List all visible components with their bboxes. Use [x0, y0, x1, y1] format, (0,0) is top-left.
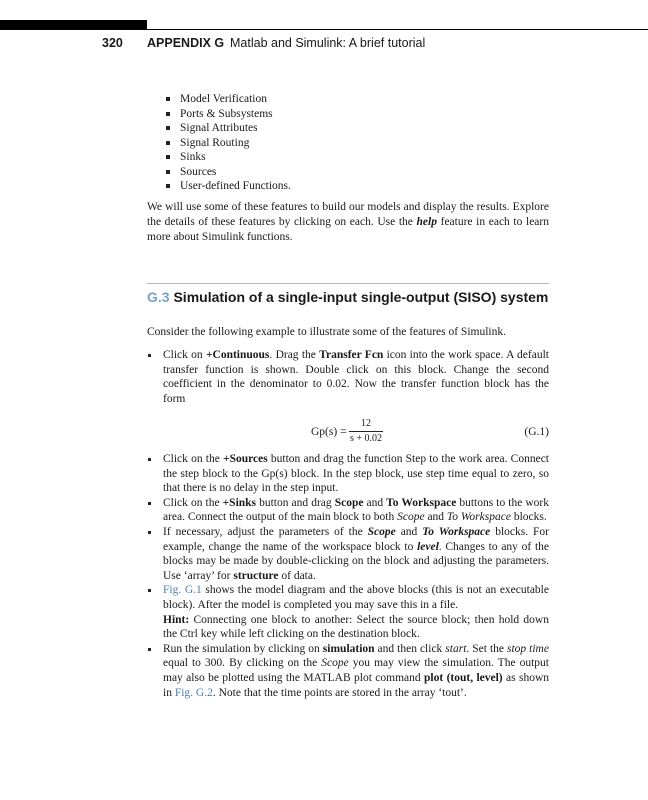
text-run: Click on the: [163, 453, 224, 465]
equation-lhs: Gp(s) =: [311, 426, 347, 438]
text-run: If necessary, adjust the parameters of the: [163, 525, 368, 538]
text-run: as shown in: [163, 671, 550, 699]
text-run: . Drag the: [269, 349, 320, 361]
chapter-title: Matlab and Simulink: A brief tutorial: [230, 36, 426, 50]
text-run: Run the simulation by clicking on: [163, 642, 323, 655]
text-run: blocks. For example, change the name of the workspace block to: [163, 525, 550, 553]
text-run: icon into the work space. A default transfer function is shown. Double click on this block. Change the second coefficient in the denominator to 0.02. Now the transfer function block has the form: [163, 349, 549, 405]
text-run: and: [363, 496, 387, 509]
figure-link[interactable]: Fig. G.2: [174, 686, 213, 699]
list-item: Model Verification: [147, 92, 549, 107]
bold-term: simulation: [322, 642, 375, 655]
text-run: buttons to the work area. Connect the output of the main block to both: [163, 496, 550, 524]
bold-italic-term: level: [417, 540, 439, 553]
feature-list-block: [147, 92, 549, 194]
running-head: [0, 36, 648, 52]
bullet-block-2: [147, 452, 549, 700]
list-item: [147, 525, 549, 583]
bold-term: +Sources: [223, 453, 268, 465]
figure-link[interactable]: Fig. G.1: [163, 584, 202, 597]
text-run: and: [395, 525, 423, 538]
list-item: User-defined Functions.: [147, 179, 549, 194]
bold-term: To Workspace: [386, 496, 457, 509]
text-run: of data.: [278, 569, 316, 582]
page-number: 320: [102, 36, 123, 50]
italic-term: Scope: [321, 657, 349, 670]
section-lead: [147, 325, 549, 340]
list-item: Ports & Subsystems: [147, 107, 549, 122]
italic-term: stop time: [507, 642, 549, 655]
equation-g1: [147, 418, 549, 446]
equation-denominator: s + 0.02: [349, 433, 383, 444]
lead-text: Consider the following example to illustrate some of the features of Simulink.: [147, 326, 506, 338]
intro-text: We will use some of these features to build our models and display the results. Explore the details of these features by clicking on each. Use the: [147, 201, 549, 228]
bold-term: structure: [233, 569, 279, 582]
italic-term: To Workspace: [446, 511, 511, 524]
text-run: shows the model diagram and the above blocks (this is not an executable block). After the model is completed you may save this in a file.: [163, 584, 549, 611]
section-title: Simulation of a single-input single-output (SISO) system: [173, 289, 549, 305]
bold-italic-term: Scope: [367, 525, 396, 538]
section-heading: [147, 289, 549, 306]
text-run: button and drag the function Step to the work area. Connect the step block to the Gp(s) block. In the step block, use step time equal to zero, so that there is no delay in the step input.: [163, 453, 549, 495]
italic-term: start: [445, 642, 467, 655]
bold-term: Scope: [334, 496, 364, 509]
header-rule: [147, 29, 648, 30]
text-run: and: [424, 511, 447, 524]
text-run: Click on the: [163, 496, 223, 509]
text-run: . Note that the time points are stored in the array ‘tout’.: [212, 686, 467, 699]
section-number: G.3: [147, 289, 170, 305]
section-divider: [147, 283, 549, 284]
help-keyword: help: [416, 215, 437, 228]
list-item: Signal Routing: [147, 136, 549, 151]
bold-term: Transfer Fcn: [319, 349, 384, 361]
bold-term: +Sinks: [222, 496, 257, 509]
equation-fraction: [349, 418, 383, 445]
text-run: . Changes to any of the blocks may be made by double-clicking on the block and adjusting the parameters. Use ‘array’ for: [163, 540, 549, 582]
list-item: Sources: [147, 165, 549, 180]
bold-italic-term: To Workspace: [422, 525, 491, 538]
text-run: . Set the: [466, 642, 507, 655]
intro-paragraph: [147, 200, 549, 244]
text-run: you may view the simulation. The output may also be plotted using the MATLAB plot command: [163, 657, 549, 684]
list-item: [147, 452, 549, 496]
fraction-bar: [349, 431, 383, 432]
list-item: Sinks: [147, 150, 549, 165]
header-bar: [0, 20, 147, 30]
hint-text: Connecting one block to another: Select the source block; then hold down the Ctrl key while left clicking on the destination block.: [163, 613, 549, 641]
hint-label: Hint:: [163, 613, 190, 626]
text-run: button and drag: [256, 496, 335, 509]
bullet-block-1: [147, 348, 549, 406]
list-item: [147, 348, 549, 406]
list-item: [147, 583, 549, 641]
intro-text: feature in each to learn more about Simulink functions.: [147, 215, 549, 243]
italic-term: Scope: [397, 511, 425, 524]
bold-term: plot (tout, level): [424, 671, 503, 684]
equation-label: (G.1): [524, 426, 549, 438]
feature-list: [147, 92, 549, 194]
list-item: Signal Attributes: [147, 121, 549, 136]
bold-term: +Continuous: [205, 349, 270, 361]
text-run: Click on: [163, 349, 206, 361]
text-run: equal to 300. By clicking on the: [163, 657, 322, 670]
equation-numerator: 12: [361, 418, 371, 429]
appendix-label: APPENDIX G: [147, 36, 225, 50]
list-item: [147, 496, 549, 525]
list-item: [147, 642, 549, 700]
text-run: blocks.: [510, 511, 547, 524]
text-run: and then click: [374, 642, 446, 655]
